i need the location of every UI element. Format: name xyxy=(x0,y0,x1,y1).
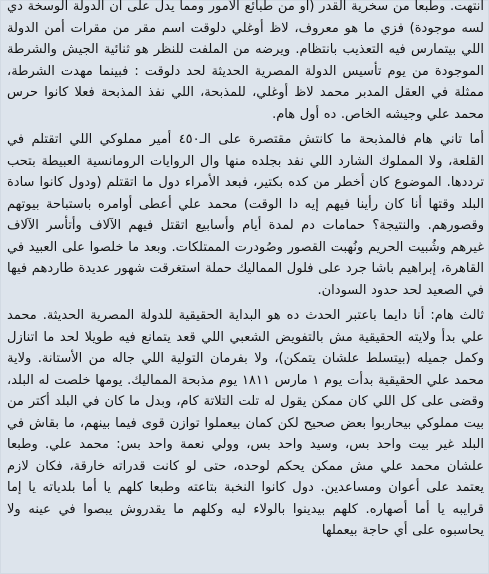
paragraph-1: انتهت. وطبعا من سخرية القدر (أو من طبائع الأمور ومما يدل على أن الدولة الوسخة دي لسه موجودة) فزي ما هو معروف، لاظ أوغلي دلوقت اسم مقر من مقرات أمن الدولة اللي بيتمارس فيه التعذيب بانتظام. ويرضه من الملفت للنظر هو ثنائية الجيش والشرطة الموجودة من يوم تأسيس الدولة المصرية الحديثة لحد دلوقت : فبينما مهدت الشرطة، ممثلة في العقل المدبر محمد لاظ أوغلي، للمذبحة، اللي نفذ المذبحة فعلا كانوا حرس محمد علي وجيشه الخاص. ده أول هام. xyxy=(7,0,484,122)
paragraph-3: ثالث هام: أنا دايما باعتبر الحدث ده هو البداية الحقيقية للدولة المصرية الحديثة. محمد علي بدأ ولايته الحقيقية مش بالتفويض الشعبي اللي قعد يتمانع فيه طويلا لحد ما اتنازل وكمل جميله (بيتسلط علشان يتمكن)، ولا بفرمان التولية اللي جاله من الأستانة. ولاية محمد علي الحقيقية بدأت يوم ١ مارس ١٨١١ يوم مذبحة المماليك. يومها خلصت له البلد، وقضى على كل اللي كان ممكن يقول له تلت التلاتة كام، وبدل ما كان في البلد أكتر من بيت مملوكي بيحاربوا بعض صحيح لكن كمان بيعملوا توازن قوى فيما بينهم، ما بقاش في البلد غير بيت واحد بس، وسيد واحد بس، وولي نعمة واحد بس: محمد علي. وطبعا علشان محمد علي مش ممكن يحكم لوحده، حتى لو كانت قدراته خارقة، فكان لازم يعتمد على أعوان ومساعدين. دول كانوا النخبة بتاعته وطبعا كلهم يا أما بلدياته يا إما قرايبه يا أما أصهاره. كلهم بيدينوا بالولاء ليه وكلهم ما يقدروش يبصوا في عينه ولا يحاسبوه على أي حاجة بيعملها xyxy=(7,308,484,538)
paragraph-2: أما تاني هام فالمذبحة ما كانتش مقتصرة على الـ٤٥٠ أمير مملوكي اللي اتقتلم في القلعة، ولا المملوك الشارد اللي نفد بجلده منها وال الروايات الرومانسية العبيطة بتحب ترددها. الموضوع كان أخطر من كده بكتير، فبعد الأمراء دول ما اتقتلم (ودول كانوا سادة البلد وقتها أنا كان رأينا فيهم إيه دا الوقت) محمد علي أعطى أوامره باستباحة بيوتهم وقصورهم. والنتيجة؟ حمامات دم لمدة أيام وأسابيع اتقتل فيهم الآلاف وأتأسر الآلاف غيرهم وشُبيت الحريم ونُهبت القصور وصُودرت الممتلكات. وبعد ما خلصوا على العبيد في القاهرة، إبراهيم باشا جرد على فلول المماليك حملة استغرقت شهور عديدة طاردهم فيها في الصعيد لحد حدود السودان. xyxy=(7,132,484,298)
